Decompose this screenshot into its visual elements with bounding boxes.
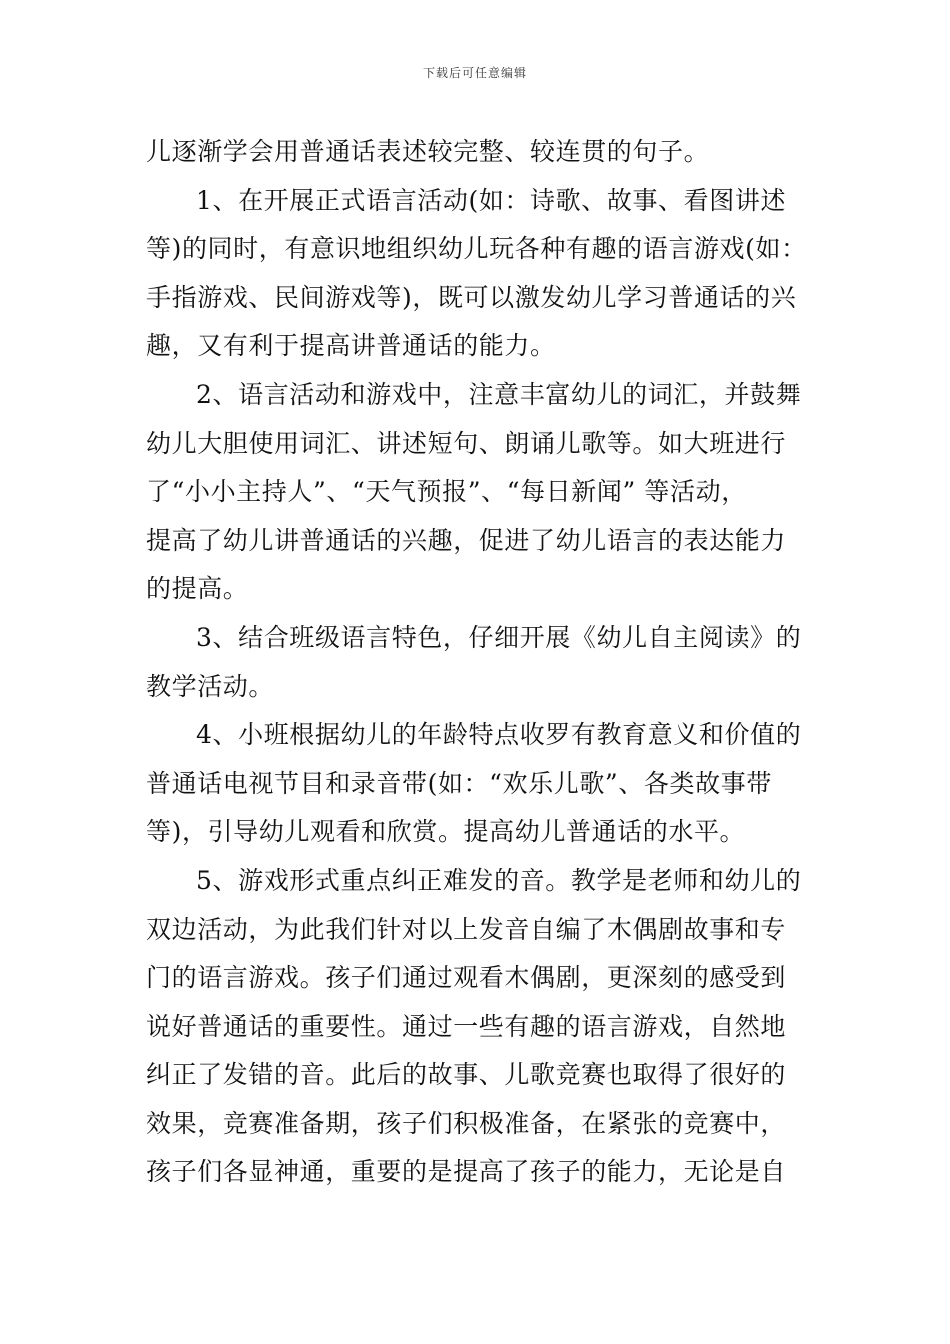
text-line: 了“小小主持人”、“天气预报”、“每日新闻” 等活动， [146, 477, 747, 507]
text-line: 5、游戏形式重点纠正难发的音。教学是老师和幼儿的 [196, 865, 802, 895]
document-body [146, 128, 830, 1197]
text-line: 1、在开展正式语言活动(如：诗歌、故事、看图讲述 [196, 185, 787, 215]
text-line: 效果，竞赛准备期，孩子们积极准备，在紧张的竞赛中， [146, 1108, 787, 1138]
text-line: 提高了幼儿讲普通话的兴趣，促进了幼儿语言的表达能力 [146, 525, 787, 555]
text-line: 等)，引导幼儿观看和欣赏。提高幼儿普通话的水平。 [146, 817, 746, 847]
text-line: 纠正了发错的音。此后的故事、儿歌竞赛也取得了很好的 [146, 1060, 787, 1090]
text-line: 4、小班根据幼儿的年龄特点收罗有教育意义和价值的 [196, 720, 802, 750]
text-line: 的提高。 [146, 574, 249, 604]
text-line: 普通话电视节目和录音带(如：“欢乐儿歌”、各类故事带 [146, 768, 772, 798]
page-header: 下载后可任意编辑 [422, 66, 527, 80]
text-line: 3、结合班级语言特色，仔细开展《幼儿自主阅读》的 [196, 622, 802, 652]
text-line: 儿逐渐学会用普通话表述较完整、较连贯的句子。 [146, 137, 710, 166]
text-line: 手指游戏、民间游戏等)，既可以激发幼儿学习普通话的兴 [146, 282, 797, 312]
text-line: 孩子们各显神通，重要的是提高了孩子的能力，无论是自 [146, 1157, 787, 1187]
text-line: 趣，又有利于提高讲普通话的能力。 [146, 331, 556, 361]
text-line: 说好普通话的重要性。通过一些有趣的语言游戏，自然地 [146, 1011, 787, 1041]
text-line: 2、语言活动和游戏中，注意丰富幼儿的词汇，并鼓舞 [196, 379, 802, 409]
text-line: 门的语言游戏。孩子们通过观看木偶剧，更深刻的感受到 [146, 963, 787, 993]
text-line: 等)的同时，有意识地组织幼儿玩各种有趣的语言游戏(如： [146, 234, 807, 264]
text-line: 幼儿大胆使用词汇、讲述短句、朗诵儿歌等。如大班进行 [146, 428, 787, 458]
text-line: 双边活动，为此我们针对以上发音自编了木偶剧故事和专 [146, 914, 787, 944]
text-line: 教学活动。 [146, 671, 275, 701]
